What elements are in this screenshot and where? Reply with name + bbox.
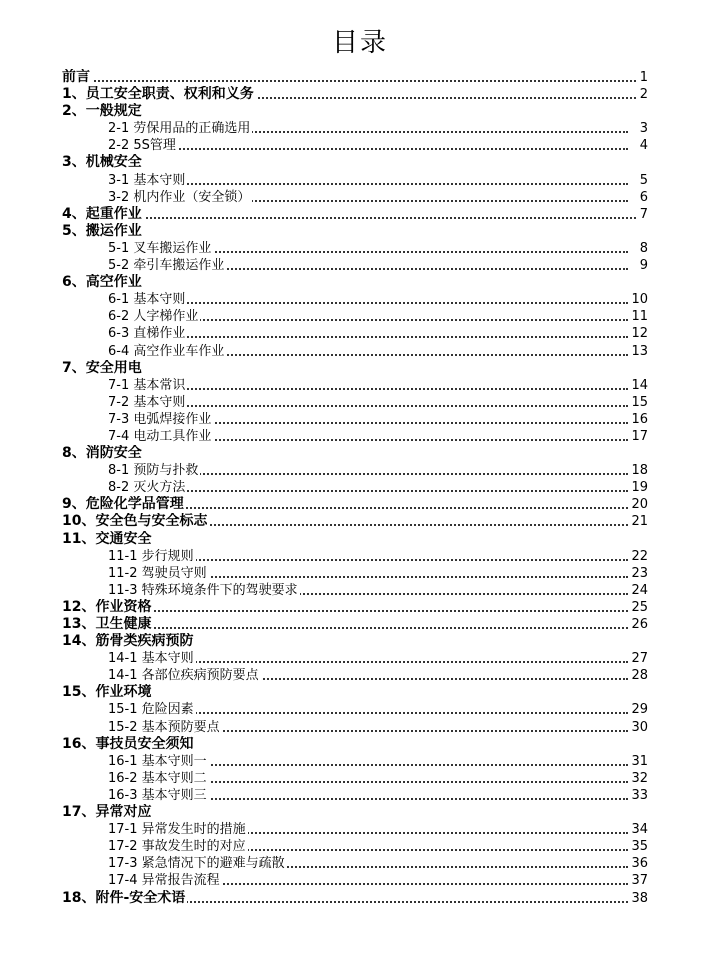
- toc-section-entry: [62, 69, 650, 86]
- toc-subsection-entry: [62, 394, 650, 411]
- toc-page-number: 30: [628, 719, 648, 736]
- toc-subsection-entry: [62, 479, 650, 496]
- toc-subsection-entry: [62, 411, 650, 428]
- toc-page-number: 18: [628, 462, 648, 479]
- toc-entry-label: 15-2 基本预防要点: [108, 719, 220, 735]
- toc-page-number: 21: [628, 513, 648, 530]
- dot-leader: [108, 148, 628, 150]
- toc-entry-label: 17-3 紧急情况下的避难与疏散: [108, 856, 285, 872]
- toc-page-number: 20: [628, 496, 648, 513]
- toc-page-number: 15: [628, 394, 648, 411]
- toc-section-entry: [62, 223, 650, 240]
- toc-page-number: 24: [628, 582, 648, 599]
- dot-leader: [62, 217, 640, 219]
- toc-entry-label: 前言: [62, 69, 90, 85]
- toc-section-entry: [62, 804, 650, 821]
- toc-entry-label: 7、安全用电: [62, 359, 142, 376]
- page-title: 目录: [331, 28, 388, 58]
- toc-subsection-entry: [62, 548, 650, 565]
- toc-section-entry: [62, 736, 650, 753]
- toc-entry-label: 7-3 电弧焊接作业: [108, 411, 212, 427]
- toc-entry-label: 15、作业环境: [62, 684, 152, 701]
- toc-entry-label: 16-1 基本守则一: [108, 753, 207, 769]
- toc-subsection-entry: [62, 855, 650, 872]
- toc-entry-label: 10、安全色与安全标志: [62, 513, 208, 530]
- toc-entry-label: 3、机械安全: [62, 154, 142, 171]
- toc-entry-label: 6-3 直梯作业: [108, 326, 186, 342]
- toc-page-number: 36: [628, 855, 648, 872]
- toc-entry-label: 9、危险化学品管理: [62, 496, 184, 513]
- toc-page-number: 13: [628, 343, 648, 360]
- toc-subsection-entry: [62, 240, 650, 257]
- toc-section-entry: [62, 103, 650, 120]
- toc-subsection-entry: [62, 137, 650, 154]
- toc-page-number: 31: [628, 753, 648, 770]
- toc-section-entry: [62, 360, 650, 377]
- toc-subsection-entry: [62, 821, 650, 838]
- toc-entry-label: 7-4 电动工具作业: [108, 428, 212, 444]
- toc-entry-label: 16-3 基本守则三: [108, 787, 207, 803]
- toc-entry-label: 6、高空作业: [62, 274, 142, 291]
- toc-entry-label: 7-2 基本守则: [108, 394, 186, 410]
- toc-page-number: 23: [628, 565, 648, 582]
- toc-page-number: 5: [637, 172, 648, 189]
- toc-entry-label: 8-2 灭火方法: [108, 480, 186, 496]
- toc-page-number: 4: [637, 137, 648, 154]
- toc-page-number: 16: [628, 411, 648, 428]
- toc-entry-label: 16、事技员安全须知: [62, 735, 194, 752]
- toc-subsection-entry: [62, 565, 650, 582]
- toc-page-number: 7: [637, 206, 648, 223]
- toc-subsection-entry: [62, 291, 650, 308]
- toc-entry-label: 2-1 劳保用品的正确选用: [108, 121, 251, 137]
- toc-entry-label: 12、作业资格: [62, 598, 152, 615]
- toc-subsection-entry: [62, 343, 650, 360]
- toc-page-number: 17: [628, 428, 648, 445]
- toc-entry-label: 16-2 基本守则二: [108, 770, 207, 786]
- toc-entry-label: 8、消防安全: [62, 445, 142, 462]
- toc-subsection-entry: [62, 872, 650, 889]
- toc-subsection-entry: [62, 787, 650, 804]
- toc-subsection-entry: [62, 719, 650, 736]
- toc-page-number: 19: [628, 479, 648, 496]
- toc-entry-label: 17-4 异常报告流程: [108, 873, 220, 889]
- toc-subsection-entry: [62, 189, 650, 206]
- toc-page-number: 11: [628, 308, 648, 325]
- toc-section-entry: [62, 274, 650, 291]
- toc-entry-label: 14-1 基本守则: [108, 651, 194, 667]
- toc-subsection-entry: [62, 770, 650, 787]
- toc-entry-label: 2-2 5S管理: [108, 138, 176, 154]
- toc-page-number: 6: [637, 189, 648, 206]
- toc-entry-label: 11-3 特殊环境条件下的驾驶要求: [108, 582, 298, 598]
- toc-page-number: 29: [628, 701, 648, 718]
- toc-entry-label: 6-2 人字梯作业: [108, 309, 199, 325]
- toc-section-entry: [62, 531, 650, 548]
- toc-page-number: 26: [628, 616, 648, 633]
- toc-section-entry: [62, 513, 650, 530]
- toc-entry-label: 17-2 事故发生时的对应: [108, 839, 246, 855]
- toc-page-number: 3: [637, 120, 648, 137]
- toc-subsection-entry: [62, 172, 650, 189]
- toc-subsection-entry: [62, 838, 650, 855]
- toc-entry-label: 3-1 基本守则: [108, 172, 186, 188]
- toc-subsection-entry: [62, 462, 650, 479]
- toc-subsection-entry: [62, 650, 650, 667]
- toc-entry-label: 6-4 高空作业车作业: [108, 343, 225, 359]
- toc-entry-label: 18、附件-安全术语: [62, 889, 186, 906]
- toc-section-entry: [62, 154, 650, 171]
- toc-page-number: 9: [637, 257, 648, 274]
- toc-entry-label: 7-1 基本常识: [108, 377, 186, 393]
- toc-entry-label: 17、异常对应: [62, 804, 152, 821]
- toc-page-number: 28: [628, 667, 648, 684]
- toc-entry-label: 5-2 牵引车搬运作业: [108, 258, 225, 274]
- toc-page-number: 25: [628, 599, 648, 616]
- toc-subsection-entry: [62, 377, 650, 394]
- toc-entry-label: 8-1 预防与扑救: [108, 463, 199, 479]
- toc-page-number: 8: [637, 240, 648, 257]
- toc-page-number: 22: [628, 548, 648, 565]
- toc-entry-label: 5、搬运作业: [62, 222, 142, 239]
- toc-entry-label: 3-2 机内作业（安全锁）: [108, 189, 251, 205]
- toc-entry-label: 2、一般规定: [62, 103, 142, 120]
- toc-entry-label: 14、筋骨类疾病预防: [62, 633, 194, 650]
- toc-page-number: 35: [628, 838, 648, 855]
- toc-page-number: 14: [628, 377, 648, 394]
- table-of-contents: [62, 69, 650, 907]
- toc-page-number: 37: [628, 872, 648, 889]
- toc-entry-label: 13、卫生健康: [62, 616, 152, 632]
- toc-section-entry: [62, 684, 650, 701]
- toc-section-entry: [62, 633, 650, 650]
- toc-page-number: 10: [628, 291, 648, 308]
- toc-subsection-entry: [62, 582, 650, 599]
- toc-page-number: 33: [628, 787, 648, 804]
- toc-section-entry: [62, 496, 650, 513]
- toc-entry-label: 11、交通安全: [62, 530, 152, 547]
- toc-page-number: 1: [637, 69, 648, 86]
- toc-section-entry: [62, 616, 650, 633]
- toc-subsection-entry: [62, 120, 650, 137]
- toc-page-number: 38: [628, 890, 648, 907]
- toc-entry-label: 1、员工安全职责、权利和义务: [62, 86, 254, 103]
- toc-entry-label: 6-1 基本守则: [108, 292, 186, 308]
- toc-page-number: 27: [628, 650, 648, 667]
- toc-page-number: 34: [628, 821, 648, 838]
- toc-subsection-entry: [62, 257, 650, 274]
- toc-subsection-entry: [62, 428, 650, 445]
- toc-page-number: 32: [628, 770, 648, 787]
- toc-entry-label: 17-1 异常发生时的措施: [108, 822, 246, 838]
- toc-section-entry: [62, 445, 650, 462]
- toc-page-number: 2: [637, 86, 648, 103]
- toc-subsection-entry: [62, 667, 650, 684]
- toc-entry-label: 4、起重作业: [62, 205, 142, 222]
- dot-leader: [62, 80, 640, 82]
- toc-entry-label: 14-1 各部位疾病预防要点: [108, 668, 259, 684]
- toc-section-entry: [62, 86, 650, 103]
- toc-section-entry: [62, 599, 650, 616]
- toc-section-entry: [62, 890, 650, 907]
- toc-subsection-entry: [62, 325, 650, 342]
- toc-entry-label: 5-1 叉车搬运作业: [108, 240, 212, 256]
- toc-entry-label: 11-1 步行规则: [108, 548, 194, 564]
- toc-subsection-entry: [62, 753, 650, 770]
- toc-subsection-entry: [62, 701, 650, 718]
- toc-entry-label: 11-2 驾驶员守则: [108, 565, 207, 581]
- toc-page-number: 12: [628, 325, 648, 342]
- toc-section-entry: [62, 206, 650, 223]
- toc-entry-label: 15-1 危险因素: [108, 702, 194, 718]
- toc-subsection-entry: [62, 308, 650, 325]
